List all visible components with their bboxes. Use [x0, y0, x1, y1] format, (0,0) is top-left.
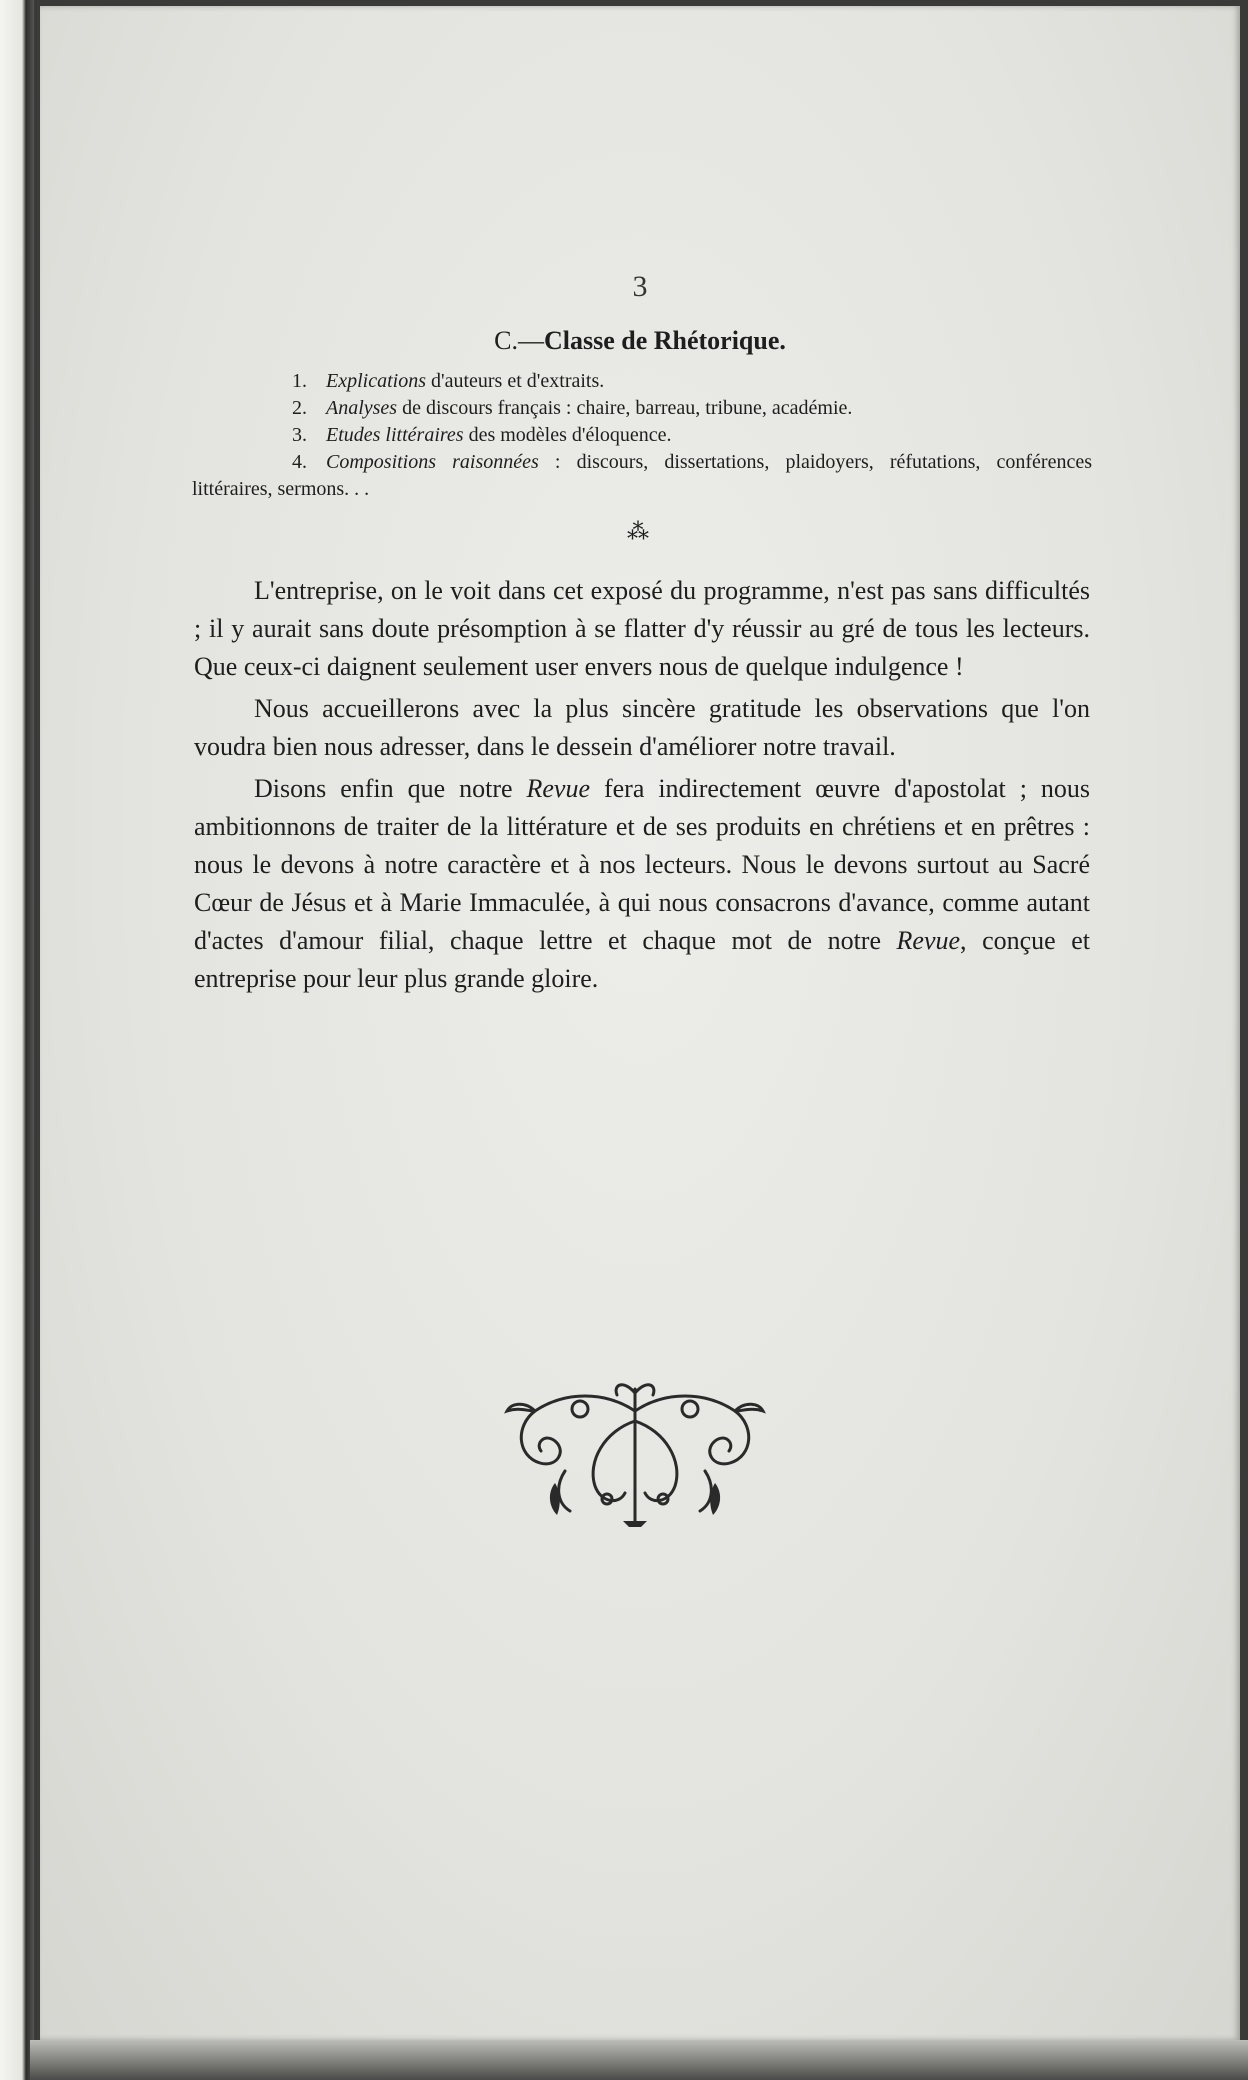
- floral-tailpiece-icon: [495, 1371, 775, 1531]
- list-item-term: Explications: [326, 370, 426, 392]
- list-item-text: des modèles d'éloquence.: [463, 424, 672, 446]
- list-item: 1. Explications d'auteurs et d'extraits.: [292, 370, 605, 392]
- page-bottom-edge: [30, 2040, 1248, 2080]
- section-heading: [40, 326, 1240, 356]
- list-item-text: de discours français : chaire, barreau, tribune, académie.: [397, 397, 853, 419]
- section-title: Classe de Rhétorique.: [543, 326, 786, 355]
- revue-title: Revue: [526, 774, 590, 803]
- document-page: [40, 6, 1240, 2040]
- list-item-text: : discours, dissertations, plaidoyers, réfutations, conférences littéraires, sermons. . .: [192, 451, 1092, 500]
- paragraph: L'entreprise, on le voit dans cet exposé du programme, n'est pas sans difficultés ; il y aurait sans doute présomption à se flatter d'y réussir au gré de tous les lecteurs. Que ceux-ci daignent seulement user envers nous de quelque indulgence !: [194, 576, 1090, 681]
- revue-title: Revue: [896, 926, 961, 955]
- section-prefix: C.—: [494, 326, 544, 355]
- list-item: 3. Etudes littéraires des modèles d'éloquence.: [292, 424, 672, 446]
- paragraph: Nous accueillerons avec la plus sincère gratitude les observations que l'on voudra bien nous adresser, dans le dessein d'améliorer notre travail.: [194, 694, 1090, 761]
- list-item: 2. Analyses de discours français : chaire, barreau, tribune, académie.: [292, 397, 853, 419]
- paragraph: Disons enfin que notre Revue fera indirectement œuvre d'apostolat ; nous ambitionnons de traiter de la littérature et de ses produits en chrétiens et en prêtres : nous le devons à notre caractère et à nos lecteurs. Nous le devons surtout au Sacré Cœur de Jésus et à Marie Immaculée, à qui nous consacrons d'avance, comme autant d'actes d'amour filial, chaque lettre et chaque mot de notre Revue, conçue et entreprise pour leur plus grande gloire.: [194, 774, 1091, 993]
- page-number: 3: [632, 270, 648, 303]
- body-text: [194, 572, 1090, 1002]
- list-item-term: Compositions raisonnées: [326, 451, 539, 473]
- list-item-text: d'auteurs et d'extraits.: [425, 370, 605, 392]
- list-item: 4. Compositions raisonnées : discours, dissertations, plaidoyers, réfutations, conférences littéraires, sermons. . .: [192, 451, 1092, 500]
- asterism-separator: ⁂: [627, 519, 653, 544]
- list-item-term: Analyses: [326, 397, 398, 419]
- curriculum-list: [192, 368, 1092, 503]
- list-item-term: Etudes littéraires: [326, 424, 464, 446]
- page-spine-edge: [0, 0, 34, 2080]
